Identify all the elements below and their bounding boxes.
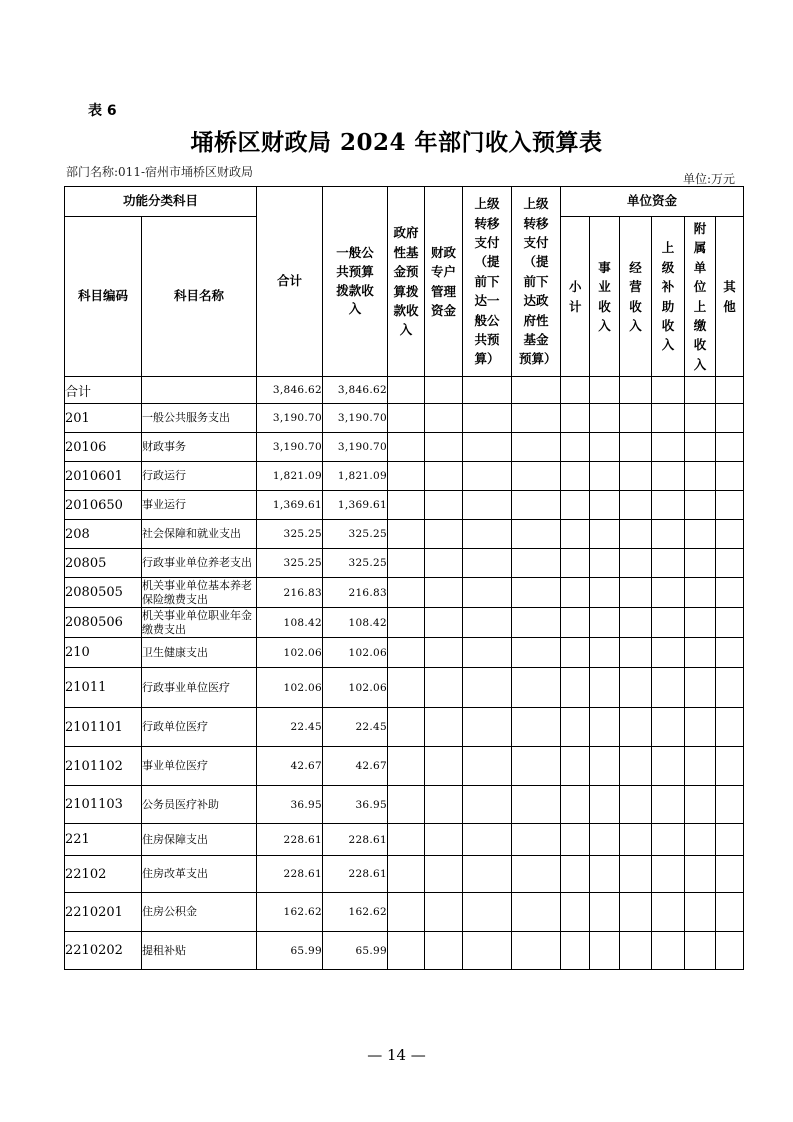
- row-total: 1,369.61: [257, 491, 323, 520]
- row-general: 3,190.70: [323, 404, 388, 433]
- empty-cell: [512, 377, 561, 404]
- empty-cell: [388, 608, 425, 638]
- empty-cell: [716, 578, 744, 608]
- row-code: 2080506: [65, 608, 142, 638]
- empty-cell: [561, 638, 590, 668]
- empty-cell: [620, 786, 652, 824]
- row-total: 325.25: [257, 549, 323, 578]
- empty-cell: [561, 856, 590, 893]
- row-name: 事业运行: [142, 491, 257, 520]
- empty-cell: [716, 433, 744, 462]
- row-general: 42.67: [323, 747, 388, 786]
- row-code: 208: [65, 520, 142, 549]
- empty-cell: [716, 404, 744, 433]
- empty-cell: [561, 824, 590, 856]
- row-total: 65.99: [257, 932, 323, 970]
- general-budget-header: 一般公共预算拨款收入: [323, 187, 388, 377]
- table-row: [65, 893, 744, 932]
- empty-cell: [425, 856, 463, 893]
- department-name: 部门名称:011-宿州市埇桥区财政局: [66, 165, 254, 179]
- row-name: 社会保障和就业支出: [142, 520, 257, 549]
- empty-cell: [620, 520, 652, 549]
- table-row: [65, 747, 744, 786]
- row-name: 事业单位医疗: [142, 747, 257, 786]
- row-code: 2101101: [65, 708, 142, 747]
- empty-cell: [685, 893, 716, 932]
- empty-cell: [561, 932, 590, 970]
- empty-cell: [388, 462, 425, 491]
- empty-cell: [463, 932, 512, 970]
- unit-funds-header: 单位资金: [561, 187, 744, 217]
- empty-cell: [512, 520, 561, 549]
- empty-cell: [620, 491, 652, 520]
- empty-cell: [590, 786, 620, 824]
- empty-cell: [463, 491, 512, 520]
- empty-cell: [463, 668, 512, 708]
- empty-cell: [512, 786, 561, 824]
- empty-cell: [685, 608, 716, 638]
- empty-cell: [463, 578, 512, 608]
- empty-cell: [652, 578, 685, 608]
- empty-cell: [463, 893, 512, 932]
- empty-cell: [590, 549, 620, 578]
- gov-fund-header: 政府性基金预算拨款收入: [388, 187, 425, 377]
- empty-cell: [388, 668, 425, 708]
- empty-cell: [561, 404, 590, 433]
- row-total: 216.83: [257, 578, 323, 608]
- table-row: [65, 578, 744, 608]
- row-code: 2101102: [65, 747, 142, 786]
- empty-cell: [425, 708, 463, 747]
- empty-cell: [512, 491, 561, 520]
- empty-cell: [561, 786, 590, 824]
- upper-fund-header: 上级转移支付（提前下达政府性基金预算）: [512, 187, 561, 377]
- empty-cell: [388, 747, 425, 786]
- row-general: 216.83: [323, 578, 388, 608]
- empty-cell: [463, 824, 512, 856]
- empty-cell: [590, 932, 620, 970]
- empty-cell: [425, 893, 463, 932]
- empty-cell: [716, 824, 744, 856]
- empty-cell: [512, 404, 561, 433]
- code-header: 科目编码: [65, 217, 142, 377]
- empty-cell: [716, 491, 744, 520]
- row-total: 102.06: [257, 668, 323, 708]
- empty-cell: [561, 708, 590, 747]
- empty-cell: [561, 668, 590, 708]
- empty-cell: [512, 462, 561, 491]
- empty-cell: [685, 491, 716, 520]
- empty-cell: [512, 932, 561, 970]
- empty-cell: [463, 433, 512, 462]
- empty-cell: [388, 404, 425, 433]
- empty-cell: [512, 747, 561, 786]
- empty-cell: [590, 668, 620, 708]
- empty-cell: [590, 491, 620, 520]
- table-row: [65, 786, 744, 824]
- empty-cell: [425, 462, 463, 491]
- empty-cell: [716, 932, 744, 970]
- table-row: [65, 638, 744, 668]
- empty-cell: [652, 786, 685, 824]
- empty-cell: [388, 786, 425, 824]
- empty-cell: [620, 549, 652, 578]
- empty-cell: [716, 549, 744, 578]
- table-row: [65, 520, 744, 549]
- table-row: [65, 491, 744, 520]
- table-row: [65, 549, 744, 578]
- business-income-header: 事业收入: [590, 217, 620, 377]
- row-code: 2010650: [65, 491, 142, 520]
- empty-cell: [463, 608, 512, 638]
- empty-cell: [388, 520, 425, 549]
- empty-cell: [620, 856, 652, 893]
- empty-cell: [512, 856, 561, 893]
- row-code: 2210202: [65, 932, 142, 970]
- empty-cell: [652, 608, 685, 638]
- empty-cell: [512, 549, 561, 578]
- empty-cell: [561, 520, 590, 549]
- func-class-header: 功能分类科目: [65, 187, 257, 217]
- empty-cell: [716, 608, 744, 638]
- empty-cell: [561, 747, 590, 786]
- row-code: 2210201: [65, 893, 142, 932]
- empty-cell: [590, 893, 620, 932]
- row-name: 行政运行: [142, 462, 257, 491]
- affiliated-income-header: 附属单位上缴收入: [685, 217, 716, 377]
- empty-cell: [590, 377, 620, 404]
- empty-cell: [561, 462, 590, 491]
- empty-cell: [463, 462, 512, 491]
- unit-label: 单位:万元: [682, 172, 735, 186]
- row-code: 2010601: [65, 462, 142, 491]
- row-general: 228.61: [323, 824, 388, 856]
- empty-cell: [620, 932, 652, 970]
- empty-cell: [716, 462, 744, 491]
- empty-cell: [620, 608, 652, 638]
- page-number: — 14 —: [367, 1046, 426, 1064]
- empty-cell: [685, 786, 716, 824]
- empty-cell: [716, 856, 744, 893]
- empty-cell: [620, 638, 652, 668]
- row-code: 合计: [65, 377, 142, 404]
- row-code: 20106: [65, 433, 142, 462]
- empty-cell: [685, 520, 716, 549]
- empty-cell: [652, 549, 685, 578]
- table-row: [65, 433, 744, 462]
- row-code: 20805: [65, 549, 142, 578]
- table-number: 表 6: [88, 103, 117, 119]
- other-header: 其他: [716, 217, 744, 377]
- empty-cell: [512, 708, 561, 747]
- table-row: [65, 404, 744, 433]
- row-general: 1,369.61: [323, 491, 388, 520]
- empty-cell: [512, 638, 561, 668]
- empty-cell: [652, 824, 685, 856]
- subtotal-header: 小计: [561, 217, 590, 377]
- empty-cell: [716, 893, 744, 932]
- empty-cell: [685, 377, 716, 404]
- empty-cell: [620, 893, 652, 932]
- empty-cell: [590, 404, 620, 433]
- table-row: [65, 708, 744, 747]
- row-code: 210: [65, 638, 142, 668]
- total-header: 合计: [257, 187, 323, 377]
- empty-cell: [512, 433, 561, 462]
- empty-cell: [620, 824, 652, 856]
- empty-cell: [388, 578, 425, 608]
- row-name: 住房改革支出: [142, 856, 257, 893]
- row-general: 36.95: [323, 786, 388, 824]
- empty-cell: [425, 377, 463, 404]
- row-name: 行政事业单位养老支出: [142, 549, 257, 578]
- empty-cell: [425, 433, 463, 462]
- upper-subsidy-header: 上级补助收入: [652, 217, 685, 377]
- empty-cell: [652, 377, 685, 404]
- row-total: 3,190.70: [257, 404, 323, 433]
- empty-cell: [652, 747, 685, 786]
- row-general: 108.42: [323, 608, 388, 638]
- row-name: 住房保障支出: [142, 824, 257, 856]
- empty-cell: [590, 578, 620, 608]
- empty-cell: [463, 549, 512, 578]
- empty-cell: [652, 491, 685, 520]
- row-general: 3,190.70: [323, 433, 388, 462]
- row-code: 21011: [65, 668, 142, 708]
- empty-cell: [620, 578, 652, 608]
- empty-cell: [561, 608, 590, 638]
- empty-cell: [685, 747, 716, 786]
- empty-cell: [590, 462, 620, 491]
- empty-cell: [388, 638, 425, 668]
- empty-cell: [425, 578, 463, 608]
- row-code: 2101103: [65, 786, 142, 824]
- empty-cell: [388, 491, 425, 520]
- row-general: 3,846.62: [323, 377, 388, 404]
- empty-cell: [512, 893, 561, 932]
- row-name: 行政事业单位医疗: [142, 668, 257, 708]
- row-total: 228.61: [257, 824, 323, 856]
- empty-cell: [685, 824, 716, 856]
- empty-cell: [620, 668, 652, 708]
- table-row: [65, 824, 744, 856]
- empty-cell: [652, 520, 685, 549]
- empty-cell: [561, 893, 590, 932]
- empty-cell: [425, 404, 463, 433]
- row-name: 一般公共服务支出: [142, 404, 257, 433]
- empty-cell: [652, 856, 685, 893]
- table-row: [65, 668, 744, 708]
- empty-cell: [561, 433, 590, 462]
- table-row: [65, 462, 744, 491]
- name-header: 科目名称: [142, 217, 257, 377]
- row-total: 1,821.09: [257, 462, 323, 491]
- empty-cell: [685, 549, 716, 578]
- empty-cell: [620, 404, 652, 433]
- empty-cell: [425, 520, 463, 549]
- empty-cell: [685, 462, 716, 491]
- table-row: [65, 377, 744, 404]
- table-row: [65, 856, 744, 893]
- revenue-budget-table: [64, 186, 744, 970]
- empty-cell: [652, 433, 685, 462]
- empty-cell: [425, 747, 463, 786]
- row-code: 2080505: [65, 578, 142, 608]
- row-name: 财政事务: [142, 433, 257, 462]
- row-total: 22.45: [257, 708, 323, 747]
- empty-cell: [590, 747, 620, 786]
- empty-cell: [716, 520, 744, 549]
- empty-cell: [685, 578, 716, 608]
- empty-cell: [590, 520, 620, 549]
- empty-cell: [388, 708, 425, 747]
- empty-cell: [425, 608, 463, 638]
- row-name: 行政单位医疗: [142, 708, 257, 747]
- row-general: 228.61: [323, 856, 388, 893]
- empty-cell: [425, 491, 463, 520]
- row-general: 1,821.09: [323, 462, 388, 491]
- empty-cell: [620, 747, 652, 786]
- table-row: [65, 608, 744, 638]
- empty-cell: [685, 708, 716, 747]
- row-general: 22.45: [323, 708, 388, 747]
- empty-cell: [463, 638, 512, 668]
- empty-cell: [512, 578, 561, 608]
- empty-cell: [620, 377, 652, 404]
- empty-cell: [388, 856, 425, 893]
- row-general: 162.62: [323, 893, 388, 932]
- row-total: 102.06: [257, 638, 323, 668]
- empty-cell: [425, 638, 463, 668]
- empty-cell: [590, 856, 620, 893]
- empty-cell: [425, 668, 463, 708]
- row-general: 65.99: [323, 932, 388, 970]
- empty-cell: [652, 638, 685, 668]
- empty-cell: [716, 638, 744, 668]
- document-title: 埇桥区财政局 2024 年部门收入预算表: [190, 129, 603, 156]
- row-total: 162.62: [257, 893, 323, 932]
- empty-cell: [716, 786, 744, 824]
- empty-cell: [561, 578, 590, 608]
- table-row: [65, 932, 744, 970]
- empty-cell: [685, 668, 716, 708]
- empty-cell: [620, 433, 652, 462]
- empty-cell: [590, 608, 620, 638]
- empty-cell: [652, 893, 685, 932]
- empty-cell: [512, 824, 561, 856]
- empty-cell: [716, 708, 744, 747]
- empty-cell: [716, 377, 744, 404]
- row-general: 102.06: [323, 668, 388, 708]
- row-name: [142, 377, 257, 404]
- empty-cell: [590, 433, 620, 462]
- row-general: 325.25: [323, 520, 388, 549]
- empty-cell: [512, 668, 561, 708]
- row-code: 22102: [65, 856, 142, 893]
- empty-cell: [685, 856, 716, 893]
- row-general: 102.06: [323, 638, 388, 668]
- empty-cell: [561, 377, 590, 404]
- row-total: 3,846.62: [257, 377, 323, 404]
- empty-cell: [463, 856, 512, 893]
- empty-cell: [388, 932, 425, 970]
- empty-cell: [425, 824, 463, 856]
- row-name: 卫生健康支出: [142, 638, 257, 668]
- upper-general-header: 上级转移支付（提前下达一般公共预算）: [463, 187, 512, 377]
- empty-cell: [590, 708, 620, 747]
- empty-cell: [512, 608, 561, 638]
- empty-cell: [388, 377, 425, 404]
- row-general: 325.25: [323, 549, 388, 578]
- row-name: 机关事业单位基本养老保险缴费支出: [142, 578, 257, 608]
- empty-cell: [463, 786, 512, 824]
- row-total: 3,190.70: [257, 433, 323, 462]
- row-code: 221: [65, 824, 142, 856]
- fiscal-special-header: 财政专户管理资金: [425, 187, 463, 377]
- row-total: 36.95: [257, 786, 323, 824]
- row-total: 325.25: [257, 520, 323, 549]
- empty-cell: [463, 520, 512, 549]
- empty-cell: [620, 462, 652, 491]
- empty-cell: [388, 549, 425, 578]
- empty-cell: [388, 893, 425, 932]
- empty-cell: [652, 708, 685, 747]
- empty-cell: [716, 668, 744, 708]
- row-code: 201: [65, 404, 142, 433]
- empty-cell: [590, 824, 620, 856]
- empty-cell: [463, 708, 512, 747]
- row-name: 机关事业单位职业年金缴费支出: [142, 608, 257, 638]
- empty-cell: [561, 491, 590, 520]
- operating-income-header: 经营收入: [620, 217, 652, 377]
- row-total: 108.42: [257, 608, 323, 638]
- row-name: 住房公积金: [142, 893, 257, 932]
- empty-cell: [463, 377, 512, 404]
- empty-cell: [620, 708, 652, 747]
- empty-cell: [425, 932, 463, 970]
- empty-cell: [652, 668, 685, 708]
- row-total: 42.67: [257, 747, 323, 786]
- empty-cell: [425, 786, 463, 824]
- empty-cell: [685, 433, 716, 462]
- empty-cell: [561, 549, 590, 578]
- empty-cell: [590, 638, 620, 668]
- row-name: 提租补贴: [142, 932, 257, 970]
- empty-cell: [463, 747, 512, 786]
- empty-cell: [425, 549, 463, 578]
- empty-cell: [388, 433, 425, 462]
- empty-cell: [652, 404, 685, 433]
- empty-cell: [388, 824, 425, 856]
- empty-cell: [463, 404, 512, 433]
- row-name: 公务员医疗补助: [142, 786, 257, 824]
- row-total: 228.61: [257, 856, 323, 893]
- empty-cell: [652, 932, 685, 970]
- empty-cell: [685, 638, 716, 668]
- empty-cell: [652, 462, 685, 491]
- empty-cell: [685, 932, 716, 970]
- empty-cell: [685, 404, 716, 433]
- empty-cell: [716, 747, 744, 786]
